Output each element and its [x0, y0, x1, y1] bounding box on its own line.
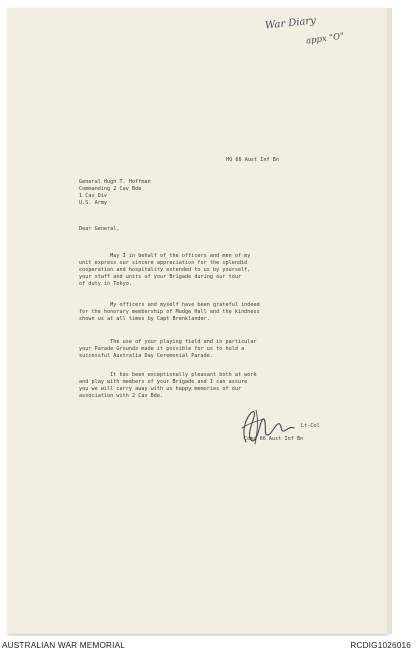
body-line: your Parade Grounds made it possible for us to hold a	[79, 346, 245, 352]
body-line: It has been exceptionally pleasant both at work	[79, 372, 257, 378]
addressee-line: General Hugh T. Hoffman	[79, 179, 151, 185]
signature-block: Comd 66 Aust Inf Bn	[244, 436, 304, 442]
body-line: unit express our sincere appreciation for the splendid	[79, 260, 248, 266]
page-edge	[387, 8, 392, 634]
body-line: May I in behalf of the officers and men of my	[79, 253, 251, 259]
addressee-line: Commanding 2 Cav Bde	[79, 186, 142, 192]
handwritten-annotation-appendix: appx "O"	[305, 31, 345, 47]
body-line: shown us at all times by Capt Brenklander.	[79, 316, 210, 322]
body-line: association with 2 Cav Bde.	[79, 393, 164, 399]
handwritten-annotation-title: War Diary	[264, 15, 317, 32]
body-line: My officers and myself have been grateful indeed	[79, 302, 260, 308]
body-line: and play with members of your Brigade and I can assure	[79, 379, 248, 385]
body-line: cooperation and hospitality extended to us by yourself,	[79, 267, 251, 273]
archive-item-id: RCDIG1026016	[350, 641, 411, 650]
body-line: for the honorary membership of Mudge Hall and the kindness	[79, 309, 260, 315]
letter-heading: HQ 66 Aust Inf Bn	[226, 157, 279, 163]
body-line: of duty in Tokyo.	[79, 281, 132, 287]
salutation: Dear General,	[79, 226, 120, 232]
signatory-rank: Lt-Col	[301, 423, 320, 429]
archive-footer	[0, 638, 415, 654]
addressee-line: 1 Cav Div	[79, 193, 108, 199]
body-line: you we will carry away with us happy memories of our	[79, 386, 242, 392]
body-line: The use of your playing field and in particular	[79, 339, 257, 345]
archive-name: AUSTRALIAN WAR MEMORIAL	[2, 641, 126, 650]
body-line: your staff and units of your Brigade during our tour	[79, 274, 242, 280]
body-line: successful Australia Day Ceremonial Parade.	[79, 353, 214, 359]
addressee-line: U.S. Army	[79, 200, 108, 206]
